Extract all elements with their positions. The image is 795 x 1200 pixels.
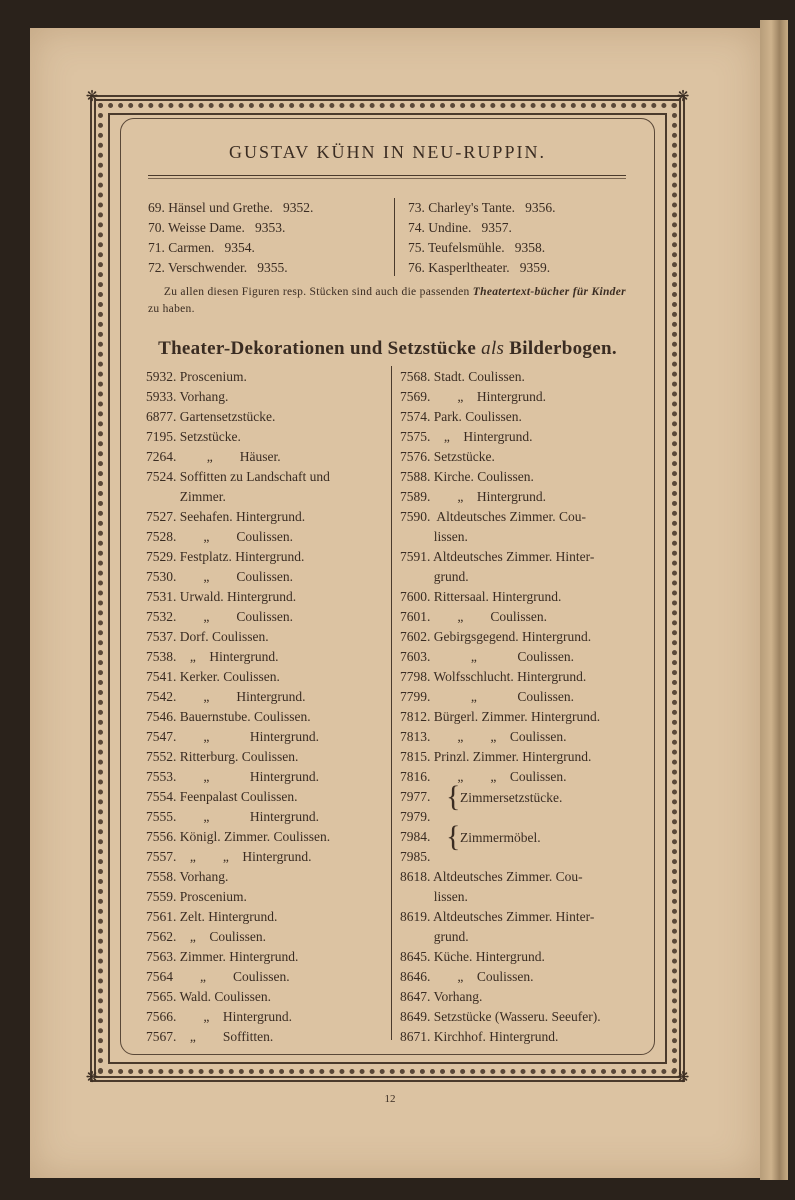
list-item: 7528. „ Coulissen. bbox=[146, 529, 293, 544]
list-item: 7557. „ „ Hintergrund. bbox=[146, 849, 312, 864]
list-item: 7524. Soffitten zu Landschaft und bbox=[146, 469, 330, 484]
list-item: 7537. Dorf. Coulissen. bbox=[146, 629, 269, 644]
list-item: 7588. Kirche. Coulissen. bbox=[400, 469, 534, 484]
list-item: 7798. Wolfsschlucht. Hintergrund. bbox=[400, 669, 587, 684]
list-item: 7264. „ Häuser. bbox=[146, 449, 281, 464]
header-rule bbox=[148, 175, 626, 176]
list-item: 76. Kasperltheater. 9359. bbox=[408, 260, 551, 275]
list-item: 7563. Zimmer. Hintergrund. bbox=[146, 949, 299, 964]
list-item: 7553. „ Hintergrund. bbox=[146, 769, 319, 784]
list-item: 7554. Feenpalast Coulissen. bbox=[146, 789, 298, 804]
list-item: 8647. Vorhang. bbox=[400, 989, 483, 1004]
list-item: 74. Undine. 9357. bbox=[408, 220, 512, 235]
list-item: Zimmer. bbox=[146, 489, 226, 504]
corner-ornament-icon: ❋ bbox=[85, 1070, 99, 1086]
page-number: 12 bbox=[384, 1093, 396, 1105]
page-header: GUSTAV KÜHN IN NEU-RUPPIN. bbox=[229, 142, 546, 162]
list-item: 7985. bbox=[400, 849, 431, 864]
list-item: 7979. bbox=[400, 809, 431, 824]
corner-ornament-icon: ❋ bbox=[676, 1070, 690, 1086]
list-item: 7564 „ Coulissen. bbox=[146, 969, 290, 984]
note-end: zu haben. bbox=[148, 303, 195, 315]
list-item: 75. Teufelsmühle. 9358. bbox=[408, 240, 546, 255]
list-item: 7799. „ Coulissen. bbox=[400, 689, 574, 704]
list-item: 7568. Stadt. Coulissen. bbox=[400, 369, 525, 384]
list-item: 7984. bbox=[400, 829, 431, 844]
list-item: 7591. Altdeutsches Zimmer. Hinter- bbox=[400, 549, 595, 564]
brace-icon: { bbox=[446, 820, 461, 853]
section-title bbox=[120, 338, 655, 360]
list-item: 7558. Vorhang. bbox=[146, 869, 229, 884]
list-item: 7532. „ Coulissen. bbox=[146, 609, 293, 624]
list-item: 70. Weisse Dame. 9353. bbox=[148, 220, 286, 235]
list-item: 69. Hänsel und Grethe. 9352. bbox=[148, 200, 314, 215]
list-item: 8645. Küche. Hintergrund. bbox=[400, 949, 545, 964]
list-item: 8619. Altdeutsches Zimmer. Hinter- bbox=[400, 909, 595, 924]
list-item: 71. Carmen. 9354. bbox=[148, 240, 255, 255]
list-item: 7816. „ „ Coulissen. bbox=[400, 769, 567, 784]
list-item: 7601. „ Coulissen. bbox=[400, 609, 547, 624]
figures-right-list bbox=[408, 198, 648, 278]
list-item: 7542. „ Hintergrund. bbox=[146, 689, 306, 704]
list-item: 7602. Gebirgsgegend. Hintergrund. bbox=[400, 629, 592, 644]
list-item: 8671. Kirchhof. Hintergrund. bbox=[400, 1029, 559, 1044]
note-main: Zu allen diesen Figuren resp. Stücken sind auch die passenden bbox=[163, 286, 470, 298]
list-item: grund. bbox=[400, 569, 469, 584]
list-item: 7977. bbox=[400, 789, 431, 804]
brace-label: Zimmermöbel. bbox=[460, 830, 541, 845]
list-item: 7531. Urwald. Hintergrund. bbox=[146, 589, 297, 604]
list-item: 7527. Seehafen. Hintergrund. bbox=[146, 509, 306, 524]
list-item: 8618. Altdeutsches Zimmer. Cou- bbox=[400, 869, 583, 884]
list-item: 7600. Rittersaal. Hintergrund. bbox=[400, 589, 562, 604]
list-item: 7575. „ Hintergrund. bbox=[400, 429, 533, 444]
list-item: 7538. „ Hintergrund. bbox=[146, 649, 279, 664]
list-item: 8646. „ Coulissen. bbox=[400, 969, 534, 984]
list-item: 6877. Gartensetzstücke. bbox=[146, 409, 276, 424]
list-item: 7555. „ Hintergrund. bbox=[146, 809, 319, 824]
list-item: 7569. „ Hintergrund. bbox=[400, 389, 546, 404]
list-item: 7195. Setzstücke. bbox=[146, 429, 241, 444]
list-item: 7603. „ Coulissen. bbox=[400, 649, 574, 664]
decorations-left-list bbox=[146, 367, 386, 1047]
list-item: 72. Verschwender. 9355. bbox=[148, 260, 288, 275]
section-title-part: Bilderbogen. bbox=[509, 338, 617, 359]
list-item: lissen. bbox=[400, 529, 468, 544]
list-item: 7556. Königl. Zimmer. Coulissen. bbox=[146, 829, 331, 844]
list-item: 73. Charley's Tante. 9356. bbox=[408, 200, 556, 215]
list-item: lissen. bbox=[400, 889, 468, 904]
list-item: 7529. Festplatz. Hintergrund. bbox=[146, 549, 305, 564]
list-item: 5933. Vorhang. bbox=[146, 389, 229, 404]
list-item: grund. bbox=[400, 929, 469, 944]
note-emphasis: Theatertext-bücher für Kinder bbox=[472, 286, 626, 298]
list-item: 7574. Park. Coulissen. bbox=[400, 409, 522, 424]
list-item: 7541. Kerker. Coulissen. bbox=[146, 669, 280, 684]
list-item: 7815. Prinzl. Zimmer. Hintergrund. bbox=[400, 749, 592, 764]
list-item: 7530. „ Coulissen. bbox=[146, 569, 293, 584]
list-item: 7552. Ritterburg. Coulissen. bbox=[146, 749, 299, 764]
column-divider bbox=[391, 366, 392, 1040]
section-title-part: Theater-Dekorationen und Setzstücke bbox=[158, 338, 477, 359]
brace-icon: { bbox=[446, 780, 461, 813]
list-item: 7812. Bürgerl. Zimmer. Hintergrund. bbox=[400, 709, 601, 724]
list-item: 7589. „ Hintergrund. bbox=[400, 489, 546, 504]
header-rule bbox=[148, 178, 626, 179]
section-title-part: als bbox=[481, 338, 505, 359]
brace-label: Zimmersetzstücke. bbox=[460, 790, 563, 805]
list-item: 7559. Proscenium. bbox=[146, 889, 247, 904]
list-item: 7565. Wald. Coulissen. bbox=[146, 989, 272, 1004]
list-item: 5932. Proscenium. bbox=[146, 369, 247, 384]
decorations-right-list bbox=[400, 367, 645, 1047]
list-item: 7561. Zelt. Hintergrund. bbox=[146, 909, 278, 924]
list-item: 7562. „ Coulissen. bbox=[146, 929, 266, 944]
list-item: 7590. Altdeutsches Zimmer. Cou- bbox=[400, 509, 586, 524]
corner-ornament-icon: ❋ bbox=[676, 89, 690, 105]
note-text bbox=[148, 284, 638, 318]
list-item: 8649. Setzstücke (Wasseru. Seeufer). bbox=[400, 1009, 601, 1024]
figures-left-list bbox=[148, 198, 388, 278]
list-item: 7566. „ Hintergrund. bbox=[146, 1009, 292, 1024]
list-item: 7546. Bauernstube. Coulissen. bbox=[146, 709, 311, 724]
list-item: 7547. „ Hintergrund. bbox=[146, 729, 319, 744]
list-item: 7567. „ Soffitten. bbox=[146, 1029, 274, 1044]
corner-ornament-icon: ❋ bbox=[85, 89, 99, 105]
list-item: 7576. Setzstücke. bbox=[400, 449, 495, 464]
adjacent-page-edge bbox=[760, 20, 788, 1180]
column-divider bbox=[394, 198, 395, 276]
list-item: 7813. „ „ Coulissen. bbox=[400, 729, 567, 744]
